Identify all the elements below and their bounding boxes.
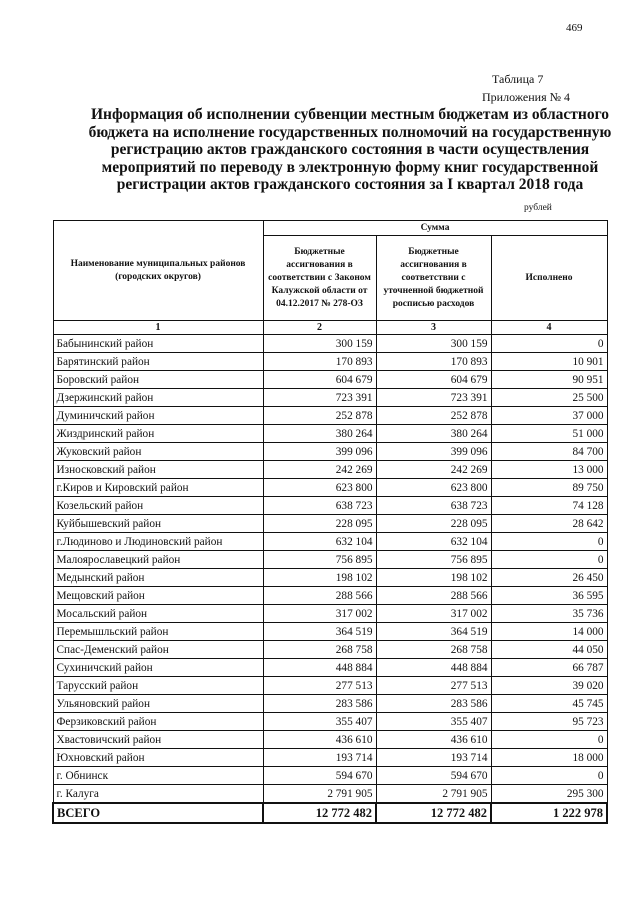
executed: 36 595 bbox=[491, 587, 607, 605]
executed: 37 000 bbox=[491, 407, 607, 425]
district-name: г. Обнинск bbox=[53, 767, 263, 785]
district-name: г.Киров и Кировский район bbox=[53, 479, 263, 497]
executed: 51 000 bbox=[491, 425, 607, 443]
district-name: Боровский район bbox=[53, 371, 263, 389]
table-row bbox=[53, 479, 607, 497]
report-table bbox=[52, 220, 608, 824]
district-name: Ульяновский район bbox=[53, 695, 263, 713]
executed: 295 300 bbox=[491, 785, 607, 804]
table-row bbox=[53, 335, 607, 353]
assigned-law: 277 513 bbox=[263, 677, 376, 695]
table-row bbox=[53, 587, 607, 605]
executed: 25 500 bbox=[491, 389, 607, 407]
executed: 0 bbox=[491, 731, 607, 749]
assigned-law: 355 407 bbox=[263, 713, 376, 731]
assigned-revised: 252 878 bbox=[376, 407, 491, 425]
district-name: Козельский район bbox=[53, 497, 263, 515]
table-row bbox=[53, 623, 607, 641]
executed: 26 450 bbox=[491, 569, 607, 587]
district-name: г. Калуга bbox=[53, 785, 263, 804]
assigned-revised: 2 791 905 bbox=[376, 785, 491, 804]
assigned-law: 623 800 bbox=[263, 479, 376, 497]
table-row bbox=[53, 731, 607, 749]
index-cell: 3 bbox=[376, 321, 491, 335]
table-row bbox=[53, 605, 607, 623]
assigned-revised: 355 407 bbox=[376, 713, 491, 731]
assigned-revised: 723 391 bbox=[376, 389, 491, 407]
index-cell: 2 bbox=[263, 321, 376, 335]
assigned-revised: 380 264 bbox=[376, 425, 491, 443]
table-row bbox=[53, 533, 607, 551]
district-name: Жиздринский район bbox=[53, 425, 263, 443]
assigned-law: 268 758 bbox=[263, 641, 376, 659]
assigned-revised: 288 566 bbox=[376, 587, 491, 605]
executed: 28 642 bbox=[491, 515, 607, 533]
assigned-revised: 317 002 bbox=[376, 605, 491, 623]
assigned-law: 756 895 bbox=[263, 551, 376, 569]
total-col4: 1 222 978 bbox=[491, 803, 607, 823]
table-row bbox=[53, 407, 607, 425]
table-row bbox=[53, 515, 607, 533]
district-name: Куйбышевский район bbox=[53, 515, 263, 533]
table-row bbox=[53, 785, 607, 804]
total-col3: 12 772 482 bbox=[376, 803, 491, 823]
index-cell: 1 bbox=[53, 321, 263, 335]
district-name: Тарусский район bbox=[53, 677, 263, 695]
assigned-revised: 638 723 bbox=[376, 497, 491, 515]
assigned-revised: 604 679 bbox=[376, 371, 491, 389]
assigned-revised: 170 893 bbox=[376, 353, 491, 371]
assigned-law: 252 878 bbox=[263, 407, 376, 425]
assigned-law: 604 679 bbox=[263, 371, 376, 389]
executed: 35 736 bbox=[491, 605, 607, 623]
assigned-revised: 193 714 bbox=[376, 749, 491, 767]
unit-label: рублей bbox=[524, 203, 552, 213]
executed: 0 bbox=[491, 551, 607, 569]
district-name: Думиничский район bbox=[53, 407, 263, 425]
assigned-revised: 632 104 bbox=[376, 533, 491, 551]
assigned-law: 448 884 bbox=[263, 659, 376, 677]
executed: 39 020 bbox=[491, 677, 607, 695]
district-name: Ферзиковский район bbox=[53, 713, 263, 731]
table-label: Таблица 7 bbox=[492, 72, 544, 86]
table-row bbox=[53, 551, 607, 569]
assigned-law: 723 391 bbox=[263, 389, 376, 407]
assigned-law: 2 791 905 bbox=[263, 785, 376, 804]
header-col4: Исполнено bbox=[491, 236, 607, 321]
district-name: Жуковский район bbox=[53, 443, 263, 461]
header-name: Наименование муниципальных районов (городских округов) bbox=[53, 221, 263, 321]
assigned-law: 300 159 bbox=[263, 335, 376, 353]
district-name: Бабынинский район bbox=[53, 335, 263, 353]
table-body bbox=[53, 335, 607, 804]
executed: 0 bbox=[491, 767, 607, 785]
district-name: Мосальский район bbox=[53, 605, 263, 623]
index-cell: 4 bbox=[491, 321, 607, 335]
assigned-revised: 594 670 bbox=[376, 767, 491, 785]
district-name: Износковский район bbox=[53, 461, 263, 479]
district-name: Хвастовичский район bbox=[53, 731, 263, 749]
district-name: Мещовский район bbox=[53, 587, 263, 605]
district-name: Сухиничский район bbox=[53, 659, 263, 677]
assigned-revised: 198 102 bbox=[376, 569, 491, 587]
table-row bbox=[53, 695, 607, 713]
district-name: Перемышльский район bbox=[53, 623, 263, 641]
district-name: Малоярославецкий район bbox=[53, 551, 263, 569]
table-row bbox=[53, 353, 607, 371]
table-row bbox=[53, 371, 607, 389]
assigned-law: 317 002 bbox=[263, 605, 376, 623]
header-col3: Бюджетные ассигнования в соответствии с уточненной бюджетной росписью расходов bbox=[376, 236, 491, 321]
assigned-law: 399 096 bbox=[263, 443, 376, 461]
district-name: Спас-Деменский район bbox=[53, 641, 263, 659]
assigned-law: 594 670 bbox=[263, 767, 376, 785]
assigned-revised: 268 758 bbox=[376, 641, 491, 659]
assigned-revised: 756 895 bbox=[376, 551, 491, 569]
executed: 0 bbox=[491, 335, 607, 353]
assigned-law: 283 586 bbox=[263, 695, 376, 713]
executed: 95 723 bbox=[491, 713, 607, 731]
table-row bbox=[53, 677, 607, 695]
assigned-revised: 399 096 bbox=[376, 443, 491, 461]
table-row bbox=[53, 497, 607, 515]
district-name: г.Людиново и Людиновский район bbox=[53, 533, 263, 551]
assigned-law: 193 714 bbox=[263, 749, 376, 767]
assigned-law: 242 269 bbox=[263, 461, 376, 479]
assigned-law: 364 519 bbox=[263, 623, 376, 641]
district-name: Юхновский район bbox=[53, 749, 263, 767]
assigned-revised: 623 800 bbox=[376, 479, 491, 497]
executed: 66 787 bbox=[491, 659, 607, 677]
table-row bbox=[53, 425, 607, 443]
assigned-law: 436 610 bbox=[263, 731, 376, 749]
assigned-revised: 242 269 bbox=[376, 461, 491, 479]
total-row bbox=[53, 803, 607, 823]
assigned-law: 170 893 bbox=[263, 353, 376, 371]
assigned-revised: 364 519 bbox=[376, 623, 491, 641]
total-label: ВСЕГО bbox=[53, 803, 263, 823]
executed: 84 700 bbox=[491, 443, 607, 461]
assigned-law: 632 104 bbox=[263, 533, 376, 551]
assigned-law: 228 095 bbox=[263, 515, 376, 533]
assigned-revised: 448 884 bbox=[376, 659, 491, 677]
executed: 0 bbox=[491, 533, 607, 551]
table-row bbox=[53, 713, 607, 731]
header-col2: Бюджетные ассигнования в соответствии с Законом Калужской области от 04.12.2017 № 278-ОЗ bbox=[263, 236, 376, 321]
assigned-revised: 300 159 bbox=[376, 335, 491, 353]
district-name: Дзержинский район bbox=[53, 389, 263, 407]
assigned-law: 288 566 bbox=[263, 587, 376, 605]
table-row bbox=[53, 659, 607, 677]
executed: 89 750 bbox=[491, 479, 607, 497]
table-row bbox=[53, 443, 607, 461]
assigned-revised: 277 513 bbox=[376, 677, 491, 695]
appendix-label: Приложения № 4 bbox=[482, 90, 571, 104]
document-title: Информация об исполнении субвенции местным бюджетам из областного бюджета на исполнение государственных полномочий на государственную регистрацию актов гражданского состояния в части осуществления мероприятий по переводу в электронную форму книг государственной регистрации актов гражданского состояния за I квартал 2018 года bbox=[88, 106, 612, 194]
district-name: Барятинский район bbox=[53, 353, 263, 371]
table-row bbox=[53, 569, 607, 587]
executed: 74 128 bbox=[491, 497, 607, 515]
district-name: Медынский район bbox=[53, 569, 263, 587]
assigned-law: 380 264 bbox=[263, 425, 376, 443]
header-sum: Сумма bbox=[263, 221, 607, 236]
executed: 18 000 bbox=[491, 749, 607, 767]
assigned-law: 638 723 bbox=[263, 497, 376, 515]
executed: 10 901 bbox=[491, 353, 607, 371]
assigned-revised: 283 586 bbox=[376, 695, 491, 713]
executed: 45 745 bbox=[491, 695, 607, 713]
table-row bbox=[53, 749, 607, 767]
table-row bbox=[53, 389, 607, 407]
table-row bbox=[53, 767, 607, 785]
table-row bbox=[53, 641, 607, 659]
executed: 44 050 bbox=[491, 641, 607, 659]
executed: 90 951 bbox=[491, 371, 607, 389]
executed: 14 000 bbox=[491, 623, 607, 641]
page-number: 469 bbox=[566, 22, 583, 34]
table-row bbox=[53, 461, 607, 479]
assigned-law: 198 102 bbox=[263, 569, 376, 587]
executed: 13 000 bbox=[491, 461, 607, 479]
assigned-revised: 436 610 bbox=[376, 731, 491, 749]
assigned-revised: 228 095 bbox=[376, 515, 491, 533]
total-col2: 12 772 482 bbox=[263, 803, 376, 823]
